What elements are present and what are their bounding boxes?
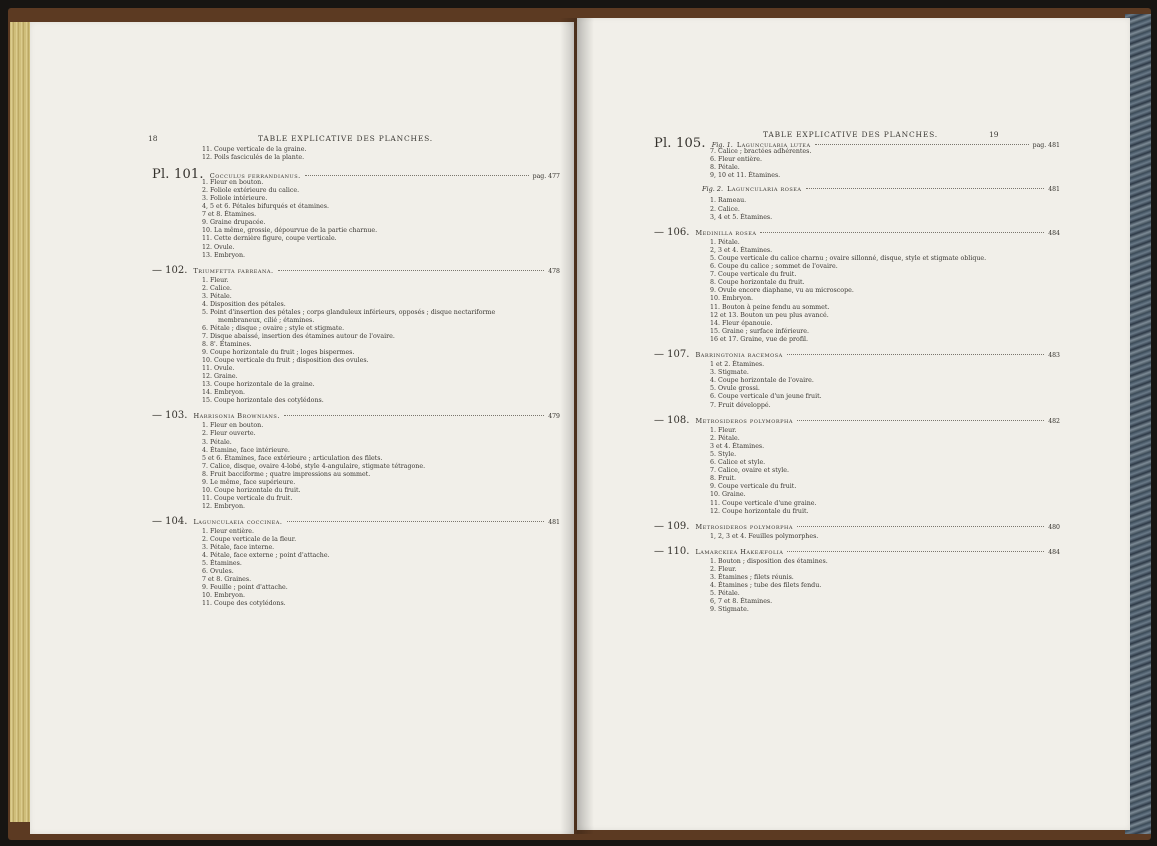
plate-label: — 106. bbox=[654, 226, 690, 238]
list-item: 7. Fruit développé. bbox=[710, 401, 771, 409]
plate-entry-heading bbox=[654, 521, 1060, 532]
page-reference: 479 bbox=[548, 413, 560, 421]
list-item: 3. Pétale, face interne. bbox=[202, 544, 275, 552]
list-item: 1. Fleur en bouton. bbox=[202, 422, 264, 430]
page-number: 19 bbox=[989, 130, 999, 139]
list-item: 9. Coupe verticale du fruit. bbox=[710, 483, 797, 491]
leader-dots bbox=[797, 419, 1044, 421]
list-item: 7 et 8. Graines. bbox=[202, 576, 252, 584]
list-item: 3 et 4. Étamines. bbox=[710, 442, 765, 450]
list-item: 9. Feuille ; point d'attache. bbox=[202, 584, 288, 592]
list-item: 9. Coupe horizontale du fruit ; loges bispermes. bbox=[202, 349, 355, 357]
species-name: Harrisonia Brownians. bbox=[193, 412, 280, 421]
list-item: 5. Ovule grossi. bbox=[710, 385, 760, 393]
leader-dots bbox=[284, 414, 544, 416]
page-reference: 480 bbox=[1048, 523, 1060, 531]
list-item: 11. Coupe verticale de la graine. bbox=[202, 146, 307, 153]
list-item: 7. Calice ; bractées adhérentes. bbox=[710, 148, 812, 155]
plate-entry-heading bbox=[152, 265, 560, 276]
plate-entry-heading bbox=[654, 546, 1060, 557]
plate-label: Pl. 105. bbox=[654, 136, 706, 151]
list-item: 1. Fleur. bbox=[710, 426, 737, 434]
list-item: 8. 8'. Étamines. bbox=[202, 341, 252, 348]
list-item: 6. Ovules. bbox=[202, 568, 234, 576]
list-item: 12. Ovule. bbox=[202, 243, 235, 251]
page-reference: 481 bbox=[548, 518, 560, 526]
plate-label: Pl. 101. bbox=[152, 167, 204, 183]
page-reference: 481 bbox=[1048, 186, 1060, 194]
list-item: 12. Graine. bbox=[202, 373, 238, 381]
figure-label: Fig. 2. bbox=[702, 185, 724, 194]
list-item: 7. Coupe verticale du fruit. bbox=[710, 271, 797, 279]
list-item: 12. Embryon. bbox=[202, 502, 246, 510]
leader-dots bbox=[815, 143, 1029, 145]
list-item: 6. Fleur entière. bbox=[710, 156, 762, 164]
species-name: Laguncularia rosea bbox=[727, 185, 802, 194]
list-item: 5. Point d'insertion des pétales ; corps glanduleux inférieurs, opposés ; disque nectariforme bbox=[202, 308, 496, 316]
list-item: 1. Fleur. bbox=[202, 276, 229, 284]
list-item: 3. Pétale. bbox=[202, 438, 232, 446]
list-item: 8. Fruit bacciforme ; quatre impressions au sommet. bbox=[202, 470, 371, 478]
list-item: 4. Étamines ; tube des filets fendu. bbox=[710, 582, 822, 590]
list-item: 12. Coupe horizontale du fruit. bbox=[710, 507, 809, 515]
list-item: 5. Étamines. bbox=[202, 560, 242, 568]
species-name: Laguncularia lutea bbox=[736, 141, 811, 149]
page-reference: pag. 481 bbox=[1032, 142, 1060, 149]
list-item: 8. Coupe horizontale du fruit. bbox=[710, 279, 805, 287]
list-item: 2. Fleur. bbox=[710, 565, 737, 573]
list-item: 10. Embryon. bbox=[710, 295, 754, 303]
list-item: 5. Pétale. bbox=[710, 590, 740, 598]
species-name: Barringtonia racemosa bbox=[695, 351, 783, 359]
list-item: 4. Disposition des pétales. bbox=[202, 300, 286, 308]
left-page bbox=[30, 22, 574, 834]
list-item: 12 et 13. Bouton un peu plus avancé. bbox=[710, 311, 829, 319]
leader-dots bbox=[305, 174, 529, 176]
list-item: 3. Stigmate. bbox=[710, 369, 749, 377]
list-item: 1 et 2. Étamines. bbox=[710, 361, 765, 368]
list-item: 6, 7 et 8. Étamines. bbox=[710, 598, 773, 606]
list-item: 10. Coupe horizontale du fruit. bbox=[202, 486, 301, 494]
list-item: 2. Calice. bbox=[202, 284, 232, 292]
list-item: 2. Foliole extérieure du calice. bbox=[202, 187, 300, 195]
list-item: 7. Calice, ovaire et style. bbox=[710, 467, 790, 475]
list-item: 9. Stigmate. bbox=[710, 606, 749, 614]
figure-label: Fig. 1. bbox=[711, 141, 733, 149]
list-item: 1. Rameau. bbox=[710, 197, 747, 205]
leader-dots bbox=[278, 269, 545, 271]
leader-dots bbox=[760, 231, 1044, 233]
list-item: 3, 4 et 5. Étamines. bbox=[710, 213, 773, 221]
plate-entry-heading bbox=[654, 185, 1060, 193]
page-reference: 478 bbox=[548, 267, 560, 275]
plate-entry-heading bbox=[654, 349, 1060, 360]
list-item: 11. Ovule. bbox=[202, 365, 235, 373]
list-item: 7. Disque abaissé, insertion des étamines autour de l'ovaire. bbox=[202, 332, 395, 340]
page-reference: 482 bbox=[1048, 417, 1060, 425]
list-item: 5. Coupe verticale du calice charnu ; ovaire sillonné, disque, style et stigmate oblique. bbox=[710, 254, 987, 262]
page-reference: 483 bbox=[1048, 352, 1060, 359]
list-item: 13. Embryon. bbox=[202, 251, 246, 259]
page-reference: 484 bbox=[1048, 229, 1060, 237]
list-item: 1. Pétale. bbox=[710, 238, 740, 246]
list-item: 11. Bouton à peine fendu au sommet. bbox=[710, 303, 830, 311]
list-item: 5 et 6. Étamines, face extérieure ; articulation des filets. bbox=[202, 454, 383, 462]
list-item: 1. Fleur en bouton. bbox=[202, 179, 264, 187]
species-name: Metrosideros polymorpha bbox=[695, 522, 793, 531]
list-item: 1. Fleur entière. bbox=[202, 527, 254, 535]
plate-label: — 104. bbox=[152, 515, 188, 527]
page-reference: pag. 477 bbox=[532, 173, 560, 181]
list-item: 7 et 8. Étamines. bbox=[202, 211, 257, 219]
list-item: 5. Style. bbox=[710, 450, 737, 458]
list-item: 7. Calice, disque, ovaire 4-lobé, style 4-angulaire, stigmate tétragone. bbox=[202, 462, 426, 470]
species-name: Triumfetta fabreana. bbox=[193, 266, 274, 275]
list-item: 6. Coupe verticale d'un jeune fruit. bbox=[710, 393, 822, 401]
list-item: 11. Coupe verticale du fruit. bbox=[202, 494, 293, 502]
list-item: 3. Étamines ; filets réunis. bbox=[710, 574, 794, 581]
plate-label: — 107. bbox=[654, 349, 690, 360]
list-item: 10. La même, grossie, dépourvue de la partie charnue. bbox=[202, 227, 378, 235]
species-name: Lamarckiea Hakeæfolia bbox=[695, 547, 784, 556]
list-item: 1, 2, 3 et 4. Feuilles polymorphes. bbox=[710, 532, 819, 540]
leader-dots bbox=[806, 187, 1045, 189]
species-name: Cocculus ferrandianus. bbox=[209, 172, 301, 181]
list-item: 4, 5 et 6. Pétales bifurqués et étamines. bbox=[202, 203, 329, 211]
running-head: TABLE EXPLICATIVE DES PLANCHES. bbox=[258, 134, 433, 143]
list-item: 15. Coupe horizontale des cotylédons. bbox=[202, 397, 324, 405]
plate-label: — 108. bbox=[654, 414, 690, 426]
page-reference: 484 bbox=[1048, 548, 1060, 556]
plate-label: — 110. bbox=[654, 545, 690, 557]
list-item: 2. Fleur ouverte. bbox=[202, 430, 256, 438]
list-item: 2, 3 et 4. Étamines. bbox=[710, 246, 773, 254]
list-item: 4. Étamine, face intérieure. bbox=[202, 446, 290, 454]
plate-entry-heading bbox=[654, 227, 1060, 238]
species-name: Metrosideros polymorpha bbox=[695, 416, 793, 425]
plate-entry-heading bbox=[152, 410, 560, 421]
list-item: 16 et 17. Graine, vue de profil. bbox=[710, 335, 809, 343]
right-page bbox=[577, 18, 1130, 830]
list-item: 6. Coupe du calice ; sommet de l'ovaire. bbox=[710, 263, 838, 270]
list-item: 9, 10 et 11. Étamines. bbox=[710, 172, 781, 180]
list-item: 6. Calice et style. bbox=[710, 459, 766, 466]
leader-dots bbox=[797, 525, 1044, 527]
leader-dots bbox=[787, 353, 1044, 355]
list-item: 12. Poils fasciculés de la plante. bbox=[202, 154, 305, 162]
list-item: 9. Le même, face supérieure. bbox=[202, 478, 296, 486]
plate-entry-heading bbox=[654, 415, 1060, 426]
list-item: 10. Embryon. bbox=[202, 592, 246, 600]
list-item: 11. Coupe verticale d'une graine. bbox=[710, 499, 817, 507]
leader-dots bbox=[287, 520, 545, 522]
list-item: 4. Pétale, face externe ; point d'attache. bbox=[202, 552, 330, 560]
list-item: 9. Ovule encore diaphane, vu au microscope. bbox=[710, 287, 854, 295]
list-item: 2. Calice. bbox=[710, 205, 740, 213]
list-item: 3. Pétale. bbox=[202, 292, 232, 300]
leader-dots bbox=[787, 550, 1044, 552]
list-item: 14. Embryon. bbox=[202, 389, 246, 397]
running-head: TABLE EXPLICATIVE DES PLANCHES. bbox=[763, 130, 938, 139]
list-item: 3. Foliole intérieure. bbox=[202, 195, 268, 203]
list-item: 8. Pétale. bbox=[710, 164, 740, 172]
list-item: 8. Fruit. bbox=[710, 475, 736, 483]
list-item: 14. Fleur épanouie. bbox=[710, 319, 773, 327]
list-item: 11. Cette dernière figure, coupe verticale. bbox=[202, 235, 337, 243]
plate-label: — 103. bbox=[152, 410, 188, 422]
list-item: 15. Graine ; surface inférieure. bbox=[710, 327, 810, 335]
list-item: 13. Coupe horizontale de la graine. bbox=[202, 381, 315, 389]
plate-entry-heading bbox=[152, 516, 560, 527]
list-item: 6. Pétale ; disque ; ovaire ; style et stigmate. bbox=[202, 324, 345, 332]
list-item: 2. Pétale. bbox=[710, 434, 740, 442]
list-item: 4. Coupe horizontale de l'ovaire. bbox=[710, 377, 814, 385]
species-name: Medinilla rosea bbox=[695, 228, 757, 237]
plate-label: — 109. bbox=[654, 520, 690, 532]
list-item: 10. Graine. bbox=[710, 491, 746, 499]
species-name: Lagunculaeia coccinea. bbox=[193, 517, 283, 526]
page-number: 18 bbox=[148, 134, 158, 143]
list-item: 2. Coupe verticale de la fleur. bbox=[202, 536, 297, 543]
list-item: membraneux, cilié ; étamines. bbox=[218, 316, 315, 324]
list-item: 1. Bouton ; disposition des étamines. bbox=[710, 557, 828, 565]
list-item: 10. Coupe verticale du fruit ; disposition des ovules. bbox=[202, 357, 369, 365]
list-item: 9. Graine drupacée. bbox=[202, 219, 266, 227]
list-item: 11. Coupe des cotylédons. bbox=[202, 600, 286, 608]
plate-label: — 102. bbox=[152, 264, 188, 276]
